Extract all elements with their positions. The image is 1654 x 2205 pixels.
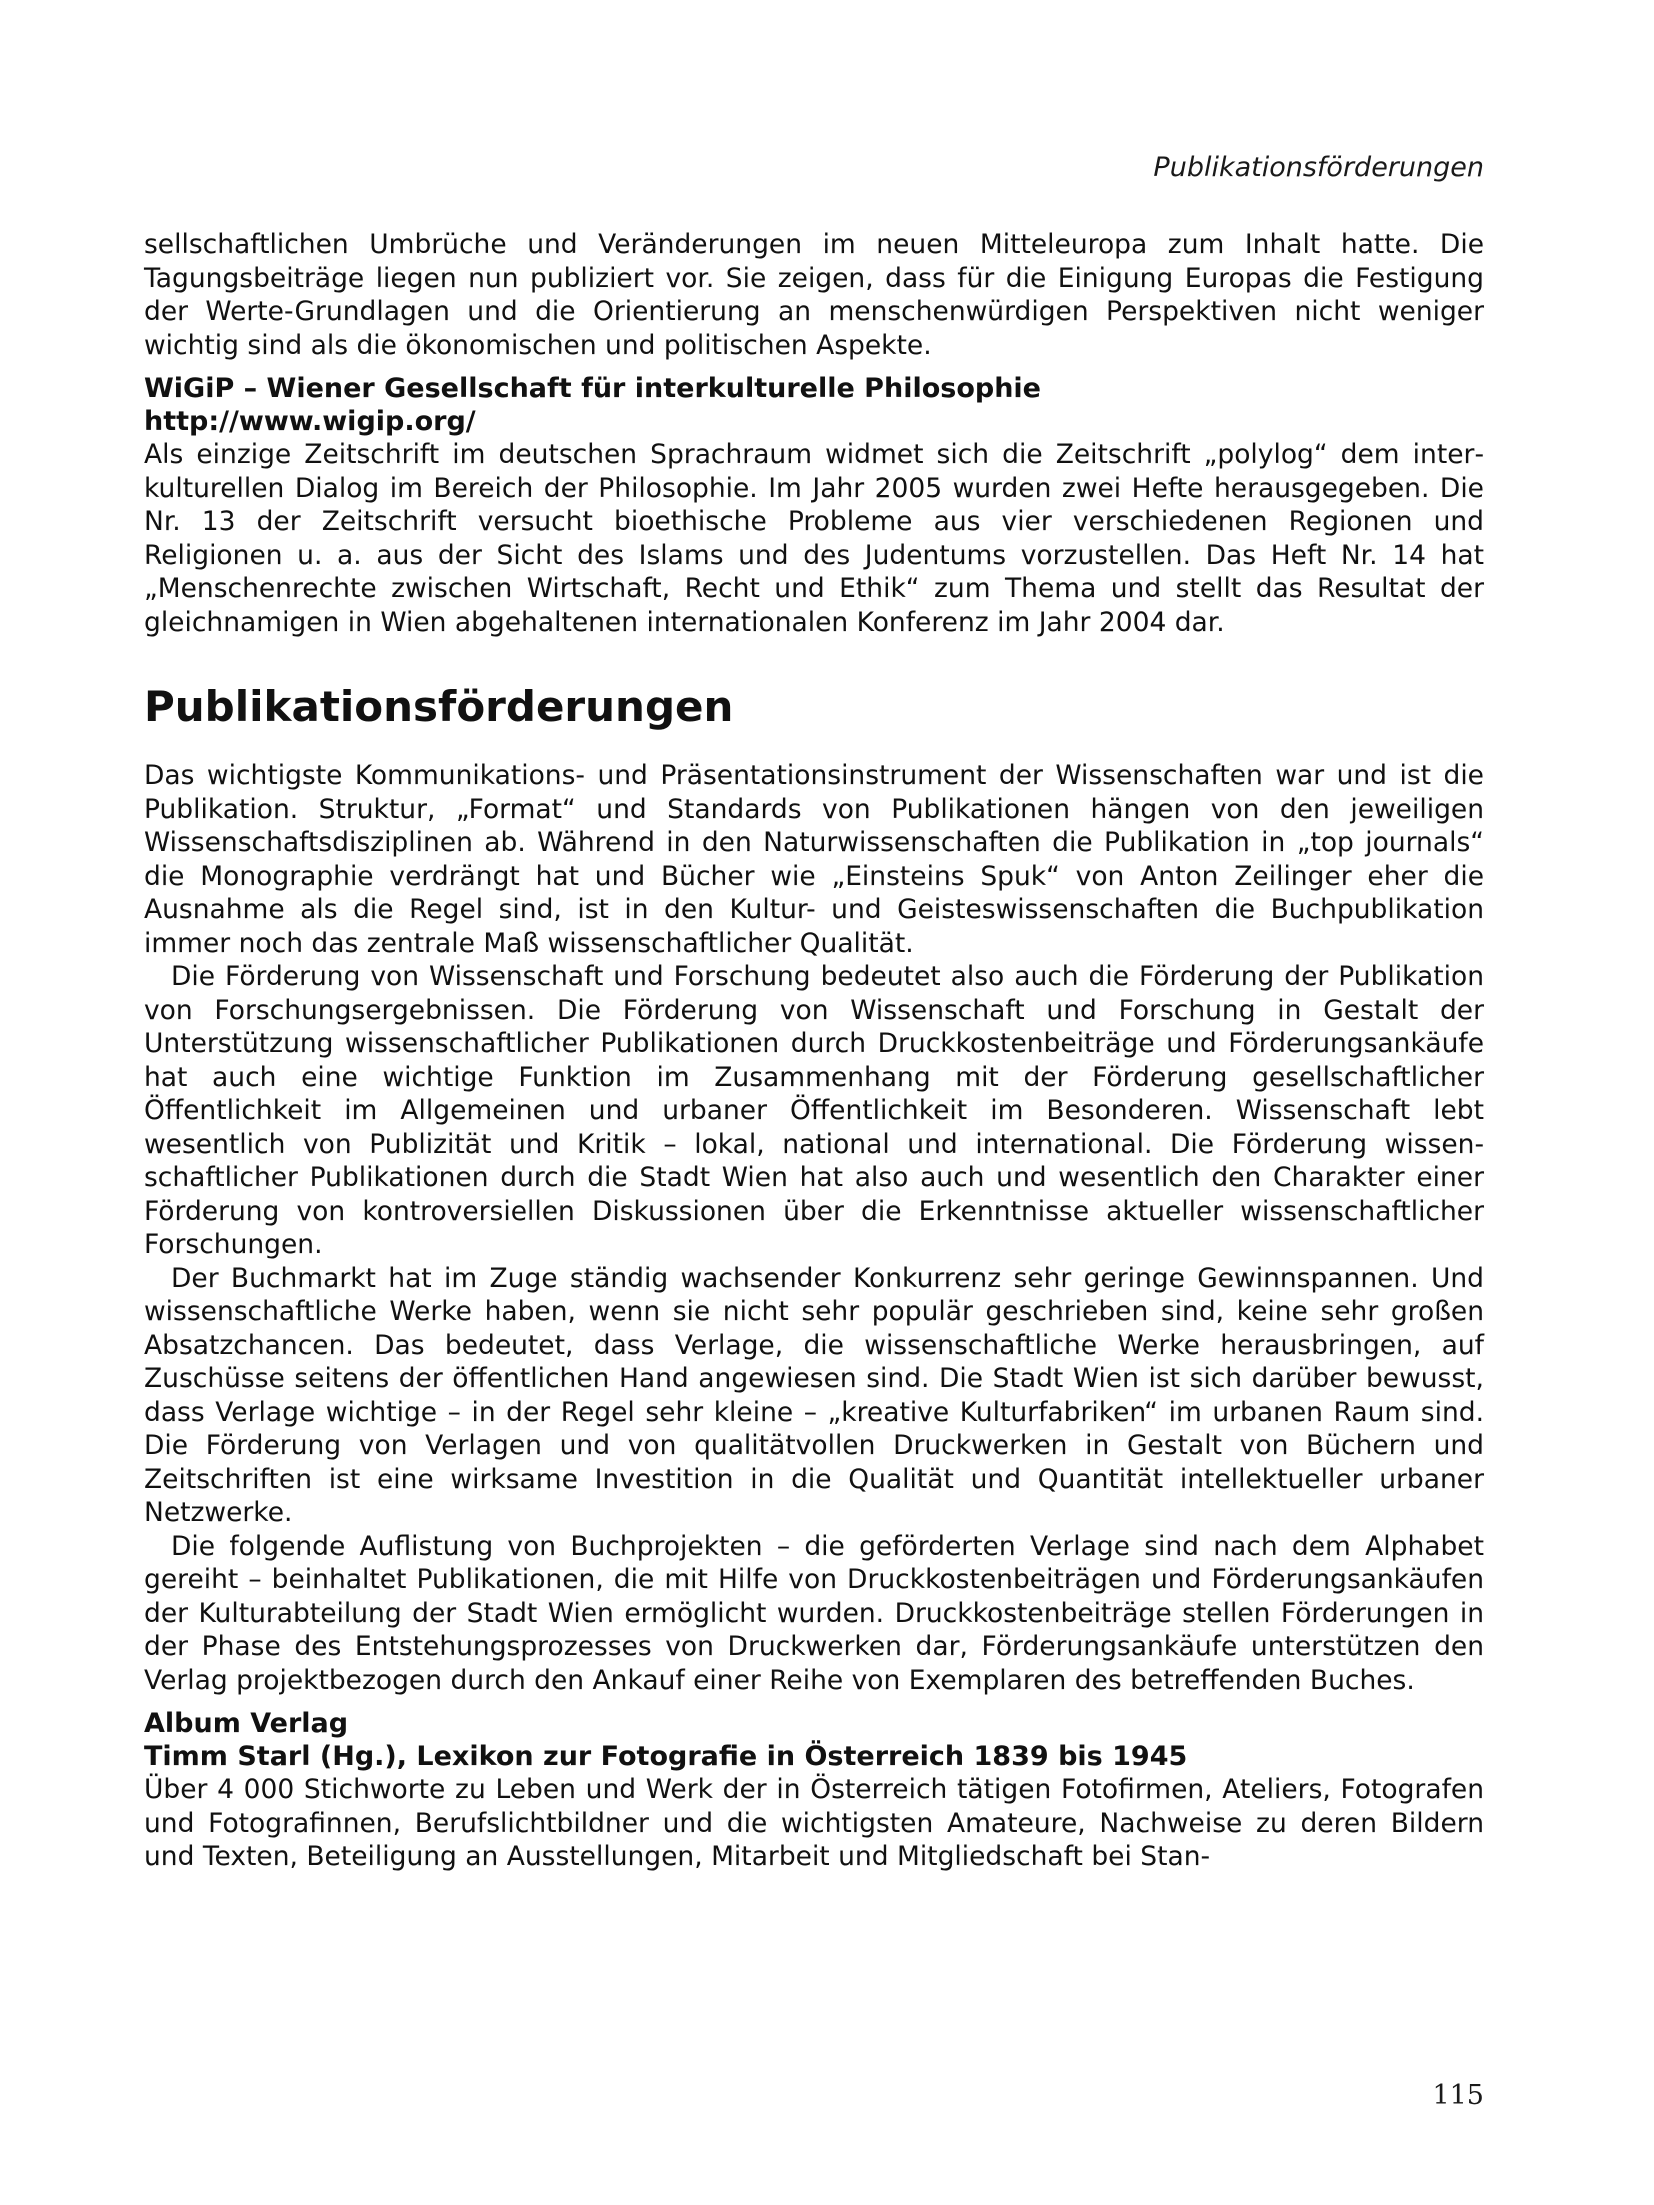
spacer [144,362,1484,372]
section-paragraph-2: Die Förderung von Wissenschaft und Forschung bedeutet also auch die Förderung der Publikation von Forschungsergebnissen. Die Förderung von Wissenschaft und Forschung in Gestalt der Unterstützung wissenschaftlicher Publikationen durch Druckkostenbeiträge und Förderungsankäufe hat auch eine wichtige Funktion im Zusammenhang mit der Förderung gesellschaftlicher Öffentlichkeit im Allgemeinen und urbaner Öffentlichkeit im Besonderen. Wissenschaft lebt wesentlich von Publizität und Kritik – lokal, national und international. Die Förderung wissenschaftlicher Publikationen durch die Stadt Wien hat also auch und wesentlich den Charakter einer Förderung von kontroversiellen Diskussionen über die Erkenntnisse aktueller wissenschaftlicher Forschungen. [144,961,1484,1260]
section-paragraph-1: Das wichtigste Kommunikations- und Präsentationsinstrument der Wissenschaften war und ist die Publikation. Struktur, „Format“ und Standards von Publikationen hängen von den jeweiligen Wissenschaftsdisziplinen ab. Während in den Naturwissenschaften die Publikation in „top journals“ die Monographie verdrängt hat und Bücher wie „Einsteins Spuk“ von Anton Zeilinger eher die Ausnahme als die Regel sind, ist in den Kultur- und Geisteswissenschaften die Buchpublikation immer noch das zentrale Maß wissenschaftlicher Qualität. [144,760,1484,959]
album-paragraph: Über 4 000 Stichworte zu Leben und Werk der in Österreich tätigen Fotofirmen, Ateliers, Fotografen und Fotografinnen, Berufslichtbildner und die wichtigsten Amateure, Nachweise zu deren Bildern und Texten, Beteiligung an Ausstellungen, Mitarbeit und Mitgliedschaft bei Stan- [144,1774,1484,1872]
section-paragraph-4: Die folgende Auflistung von Buchprojekten – die geförderten Verlage sind nach dem Alphabet gereiht – beinhaltet Publikationen, die mit Hilfe von Druckkostenbeiträgen und Förderungsankäufen der Kulturabteilung der Stadt Wien ermöglicht wurden. Druckkostenbeiträge stellen Förderungen in der Phase des Entstehungsprozesses von Druckwerken dar, Förderungsankäufe unterstützen den Verlag projektbezogen durch den Ankauf einer Reihe von Exemplaren des betreffenden Buches. [144,1530,1484,1696]
wigip-paragraph: Als einzige Zeitschrift im deutschen Sprachraum widmet sich die Zeitschrift „polylog“ dem interkulturellen Dialog im Bereich der Philosophie. Im Jahr 2005 wurden zwei Hefte herausgegeben. Die Nr. 13 der Zeitschrift versucht bioethische Probleme aus vier verschiedenen Regionen und Religionen u. a. aus der Sicht des Islams und des Judentums vorzustellen. Das Heft Nr. 14 hat „Menschenrechte zwischen Wirtschaft, Recht und Ethik“ zum Thema und stellt das Resultat der gleichnamigen in Wien abgehaltenen internationalen Konferenz im Jahr 2004 dar. [144,439,1484,638]
wigip-url[interactable]: http://www.wigip.org/ [144,406,476,437]
section-paragraph-3: Der Buchmarkt hat im Zuge ständig wachsender Konkurrenz sehr geringe Gewinnspannen. Und wissenschaftliche Werke haben, wenn sie nicht sehr populär geschrieben sind, keine sehr großen Absatzchancen. Das bedeutet, dass Verlage, die wissenschaftliche Werke herausbringen, auf Zuschüsse seitens der öffentlichen Hand angewiesen sind. Die Stadt Wien ist sich darüber bewusst, dass Verlage wichtige – in der Regel sehr kleine – „kreative Kulturfabriken“ im urbanen Raum sind. Die Förderung von Verlagen und von qualitätvollen Druckwerken in Gestalt von Büchern und Zeitschriften ist eine wirksame Investition in die Qualität und Quantität intellektueller urbaner Netzwerke. [144,1262,1484,1528]
running-head: Publikationsförderungen [1153,152,1484,183]
wigip-title: WiGiP – Wiener Gesellschaft für interkulturelle Philosophie [144,373,1041,404]
section-heading: Publikationsförderungen [144,682,734,731]
page-content [144,228,1484,1874]
album-book-title: Timm Starl (Hg.), Lexikon zur Fotografie in Österreich 1839 bis 1945 [144,1741,1188,1772]
album-publisher: Album Verlag [144,1708,349,1739]
spacer [144,1697,1484,1707]
intro-paragraph: sellschaftlichen Umbrüche und Veränderungen im neuen Mitteleuropa zum Inhalt hatte. Die Tagungsbeiträge liegen nun publiziert vor. Sie zeigen, dass für die Einigung Europas die Festigung der Werte-Grundlagen und die Orientierung an menschenwürdigen Perspektiven nicht weniger wichtig sind als die ökonomischen und politischen Aspekte. [144,229,1484,361]
page-number: 115 [1432,2080,1484,2111]
